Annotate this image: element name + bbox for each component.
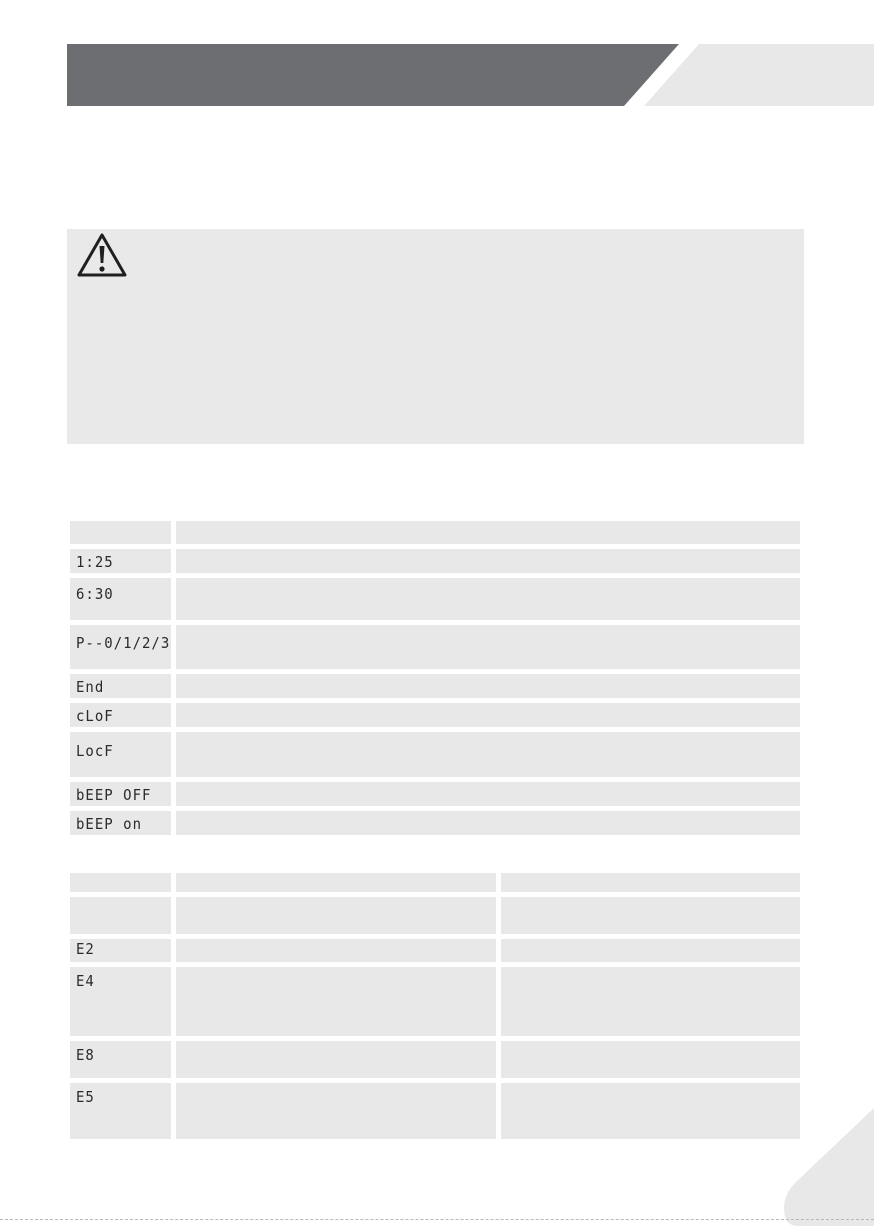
cause-cell <box>176 939 496 962</box>
header-cell-cause <box>176 873 496 892</box>
display-code: LocF <box>76 743 114 761</box>
cause-cell <box>176 967 496 1036</box>
section-tab <box>644 44 874 106</box>
header-cell-code <box>70 873 171 892</box>
table-row <box>70 578 800 620</box>
code-cell <box>70 897 171 934</box>
code-cell <box>70 625 171 669</box>
code-cell <box>70 1041 171 1078</box>
table-row <box>70 1083 800 1139</box>
header-cell-description <box>176 521 800 544</box>
table-row <box>70 703 800 727</box>
code-cell <box>70 674 171 698</box>
page-corner-tab <box>784 1108 874 1226</box>
code-cell <box>70 732 171 777</box>
code-cell <box>70 782 171 806</box>
error-code: E5 <box>76 1089 95 1107</box>
display-code: 6:30 <box>76 586 114 604</box>
description-cell <box>176 625 800 669</box>
cause-cell <box>176 897 496 934</box>
code-cell <box>70 578 171 620</box>
code-cell <box>70 703 171 727</box>
section-header-bar <box>67 44 687 106</box>
error-code: E4 <box>76 973 95 991</box>
table-row <box>70 732 800 777</box>
header-cell-code <box>70 521 171 544</box>
display-code: bEEP OFF <box>76 787 152 805</box>
table-row <box>70 811 800 835</box>
table-row <box>70 674 800 698</box>
solution-cell <box>501 1041 800 1078</box>
solution-cell <box>501 967 800 1036</box>
table-row <box>70 897 800 934</box>
code-cell <box>70 549 171 573</box>
description-cell <box>176 578 800 620</box>
display-code: bEEP on <box>76 816 143 834</box>
description-cell <box>176 782 800 806</box>
table-header-row <box>70 521 800 544</box>
solution-cell <box>501 897 800 934</box>
table-row <box>70 625 800 669</box>
display-code: End <box>76 679 105 697</box>
error-code: E8 <box>76 1047 95 1065</box>
warning-panel <box>67 229 804 444</box>
display-code: cLoF <box>76 708 114 726</box>
solution-cell <box>501 939 800 962</box>
code-cell <box>70 967 171 1036</box>
cause-cell <box>176 1083 496 1139</box>
error-code-table <box>70 873 800 1140</box>
code-cell <box>70 811 171 835</box>
table-row <box>70 549 800 573</box>
display-code-table <box>70 521 800 836</box>
description-cell <box>176 703 800 727</box>
description-cell <box>176 811 800 835</box>
trim-line <box>0 1219 874 1220</box>
solution-cell <box>501 1083 800 1139</box>
display-code: P--0/1/2/3 <box>76 635 171 653</box>
display-code: 1:25 <box>76 554 114 572</box>
table-row <box>70 782 800 806</box>
cause-cell <box>176 1041 496 1078</box>
description-cell <box>176 549 800 573</box>
description-cell <box>176 674 800 698</box>
description-cell <box>176 732 800 777</box>
code-cell <box>70 939 171 962</box>
table-row <box>70 967 800 1036</box>
code-cell <box>70 1083 171 1139</box>
header-cell-solution <box>501 873 800 892</box>
table-header-row <box>70 873 800 892</box>
table-row <box>70 939 800 962</box>
table-row <box>70 1041 800 1078</box>
error-code: E2 <box>76 941 95 959</box>
warning-triangle-icon <box>76 232 128 278</box>
